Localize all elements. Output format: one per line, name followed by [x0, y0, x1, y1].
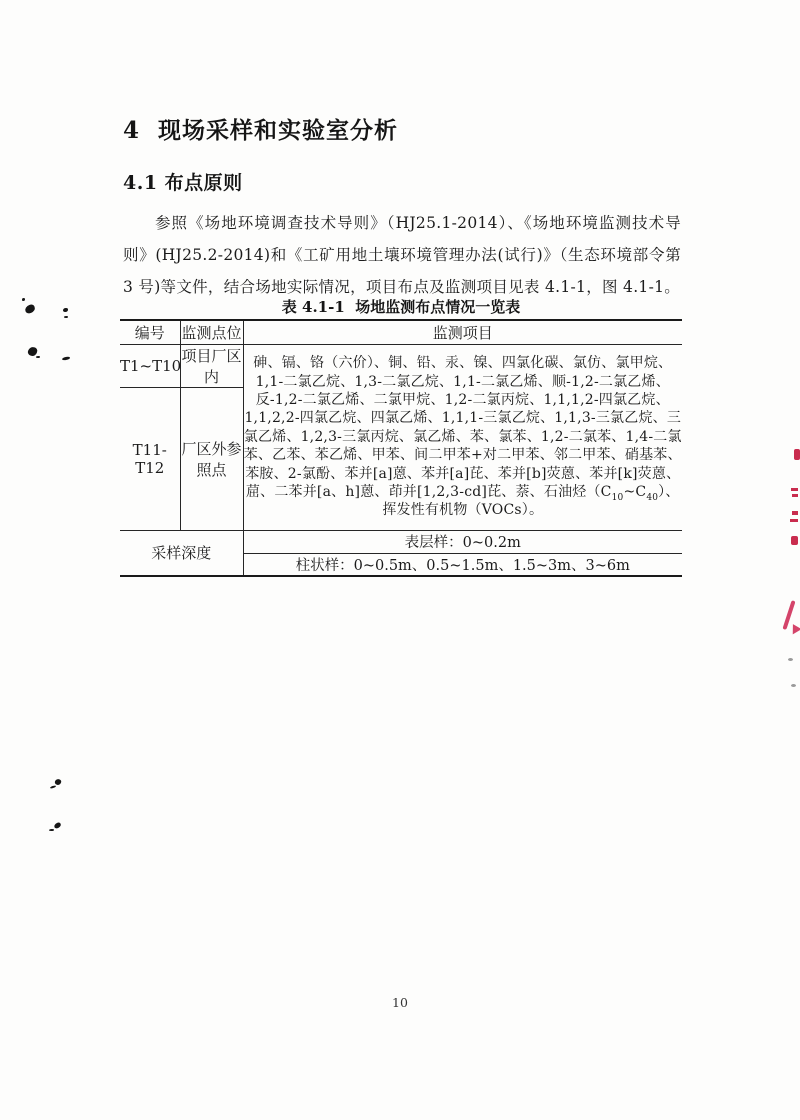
col-header-id: 编号 [120, 320, 180, 344]
site-id-cell: T1~T10 [120, 344, 180, 387]
ink-speck [63, 308, 68, 312]
monitoring-items-text: 砷、镉、铬（六价）、铜、铅、汞、镍、四氯化碳、氯仿、氯甲烷、1,1-二氯乙烷、1,3-二氯乙烷、1,1-二氯乙烯、顺-1,2-二氯乙烯、反-1,2-二氯乙烯、二氯甲烷、1,2-二氯丙烷、1,1,1,2-四氯乙烷、1,1,2,2-四氯乙烷、四氯乙烯、1,1,1-三氯乙烷、1,1,3-三氯乙烷、三氯乙烯、1,2,3-三氯丙烷、氯乙烯、苯、氯苯、1,2-二氯苯、1,4-二氯苯、乙苯、苯乙烯、甲苯、间二甲苯+对二甲苯、邻二甲苯、硝基苯、苯胺、2-氯酚、苯并[a]蒽、苯并[a]芘、苯并[b]荧蒽、苯并[k]荧蒽、䓛、二苯并[a、h]蒽、茚并[1,2,3-cd]芘、萘、石油烃（C [243, 355, 682, 501]
table-row [120, 344, 682, 387]
table-header-row [120, 320, 682, 344]
monitoring-table [120, 319, 682, 577]
table-title: 表 4.1-1 场地监测布点情况一览表 [281, 298, 521, 316]
site-location-cell: 项目厂区内 [180, 344, 243, 387]
subscript-c10: 10 [611, 492, 624, 503]
red-annotation-mark [791, 488, 798, 491]
red-annotation-arrowtip [788, 624, 800, 637]
ink-speck [22, 298, 25, 301]
ink-speck [50, 785, 56, 788]
ink-speck [788, 658, 793, 661]
monitoring-items-cell [243, 344, 682, 530]
site-location-cell: 厂区外参照点 [180, 387, 243, 530]
red-annotation-mark [792, 511, 798, 515]
subscript-c40: 40 [646, 492, 659, 503]
red-annotation-mark [791, 536, 798, 545]
red-annotation-mark [794, 449, 800, 460]
page-number: 10 [392, 995, 408, 1010]
col-header-location: 监测点位 [180, 320, 243, 344]
red-annotation-mark [790, 519, 798, 522]
ink-speck [24, 304, 36, 315]
chapter-heading: 4 现场采样和实验室分析 [123, 117, 399, 144]
ink-speck [62, 356, 70, 360]
column-sample-cell: 柱状样：0~0.5m、0.5~1.5m、1.5~3m、3~6m [243, 553, 682, 576]
section-heading: 4.1 布点原则 [123, 172, 243, 194]
ink-speck [36, 356, 40, 358]
site-id-cell: T11-T12 [120, 387, 180, 530]
red-annotation-mark [792, 494, 798, 497]
ink-speck [49, 829, 54, 831]
col-header-items: 监测项目 [243, 320, 682, 344]
sampling-depth-row [120, 530, 682, 553]
ink-speck [53, 822, 61, 829]
ink-speck [791, 684, 796, 687]
surface-sample-cell: 表层样：0~0.2m [243, 530, 682, 553]
monitoring-items-tail: ）、挥发性有机物（VOCs）。 [382, 484, 680, 519]
ink-speck [64, 316, 68, 318]
intro-paragraph: 参照《场地环境调查技术导则》（HJ25.1-2014）、《场地环境监测技术导则》(HJ25.2-2014)和《工矿用地土壤环境管理办法(试行)》（生态环境部令第 3 号)等文件，结合场地实际情况，项目布点及监测项目见表 4.1-1，图 4.1-1。 [123, 214, 681, 296]
range-connector: ~C [623, 484, 647, 501]
sampling-depth-label-cell: 采样深度 [120, 530, 243, 576]
